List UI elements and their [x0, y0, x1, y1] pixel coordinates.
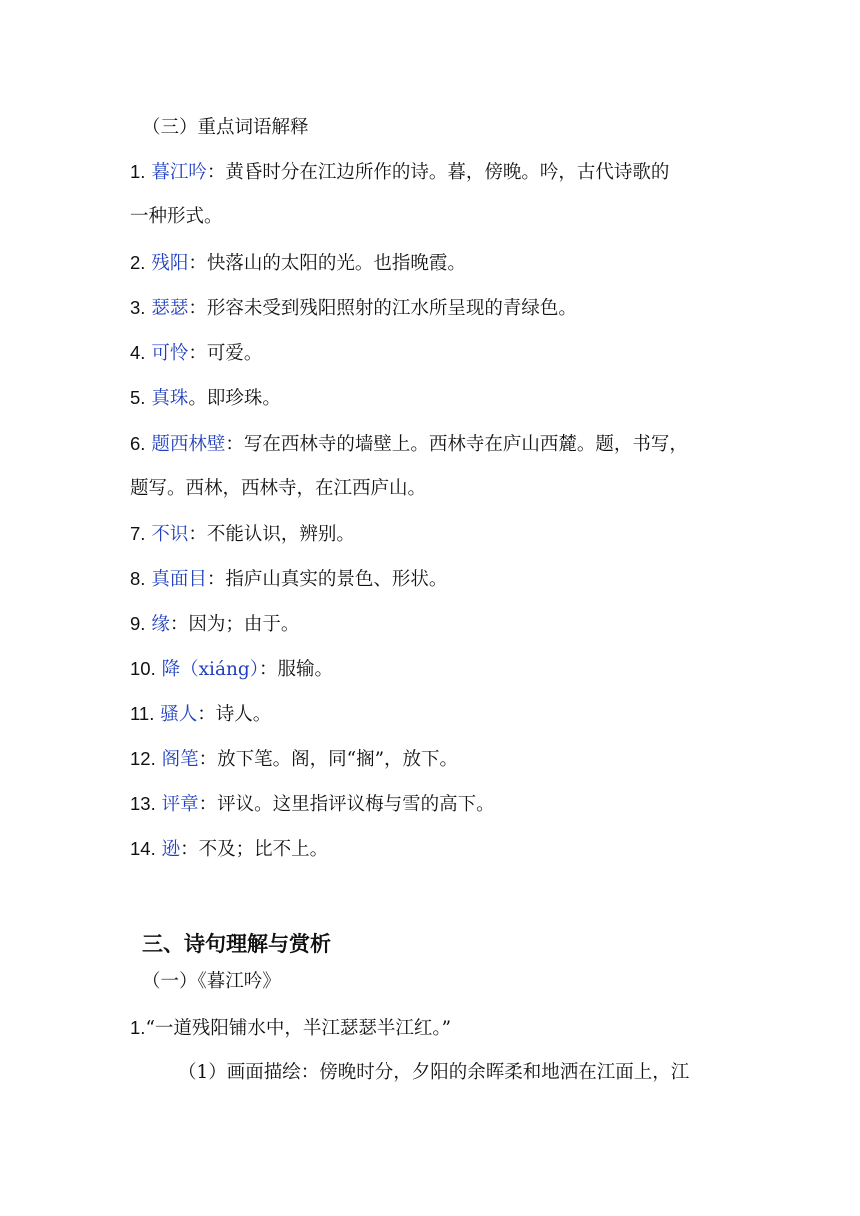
term-separator: ：	[197, 704, 216, 725]
term-separator: ：	[180, 839, 199, 860]
term-word: 瑟瑟	[151, 298, 189, 319]
term-definition: 写在西林寺的墙壁上。西林寺在庐山西麓。题，书写，	[243, 434, 688, 455]
term-separator: ：	[188, 298, 207, 319]
term-word: 真珠	[151, 388, 189, 409]
term-word: 逊	[161, 839, 181, 860]
term-word: 阁笔	[161, 749, 199, 770]
term-separator: ：	[225, 434, 244, 455]
term-definition: 诗人。	[215, 704, 272, 725]
term-definition: 黄昏时分在江边所作的诗。暮，傍晚。吟，古代诗歌的	[225, 162, 670, 183]
term-number: 11.	[130, 703, 155, 724]
term-item-3	[130, 299, 740, 319]
term-item-4	[130, 344, 740, 364]
analysis-text: （1）画面描绘：傍晚时分，夕阳的余晖柔和地洒在江面上，江	[178, 1062, 690, 1083]
term-number: 10.	[130, 658, 156, 679]
term-item-6	[130, 435, 740, 455]
term-number: 6.	[130, 433, 146, 454]
term-word: 评章	[161, 794, 199, 815]
term-number: 12.	[130, 748, 156, 769]
quote-line	[130, 1019, 740, 1039]
term-definition: 服输。	[277, 659, 334, 680]
term-word: 不识	[151, 524, 189, 545]
term-number: 9.	[130, 613, 146, 634]
term-word: 可怜	[151, 343, 189, 364]
term-definition: 因为；由于。	[188, 614, 300, 635]
term-number: 1.	[130, 161, 146, 182]
term-separator: ：	[188, 524, 207, 545]
subsection-title: （三）重点词语解释	[142, 117, 309, 138]
term-word: 暮江吟	[151, 162, 207, 183]
term-number: 14.	[130, 838, 156, 859]
term-word: 缘	[151, 614, 170, 635]
term-item-8	[130, 570, 740, 590]
term-word: 降（xiáng）	[161, 659, 259, 680]
quote-number: 1.	[130, 1017, 146, 1038]
term-definition: 放下笔。阁，同“搁”，放下。	[217, 749, 459, 770]
term-separator: ：	[188, 343, 207, 364]
term-item-7	[130, 525, 740, 545]
term-separator: ：	[198, 794, 218, 815]
term-number: 7.	[130, 523, 146, 544]
term-word: 题西林壁	[151, 434, 226, 455]
term-item-14	[130, 840, 740, 860]
term-number: 4.	[130, 342, 146, 363]
term-item-2	[130, 254, 740, 274]
poem-title: （一）《暮江吟》	[142, 971, 281, 992]
term-definition: 可爱。	[206, 343, 263, 364]
term-item-12	[130, 750, 740, 770]
term-definition: 评议。这里指评议梅与雪的高下。	[217, 794, 495, 815]
term-definition: 形容未受到残阳照射的江水所呈现的青绿色。	[206, 298, 577, 319]
term-number: 2.	[130, 252, 146, 273]
term-separator: ：	[206, 569, 226, 590]
term-number: 5.	[130, 387, 146, 408]
term-item-13	[130, 795, 740, 815]
term-separator: 。	[188, 388, 207, 409]
term-item-1	[130, 163, 740, 183]
term-definition-continued: 题写。西林，西林寺，在江西庐山。	[130, 478, 427, 499]
term-separator: ：	[206, 162, 226, 183]
term-item-5	[130, 389, 740, 409]
term-number: 13.	[130, 793, 156, 814]
section-heading: 三、诗句理解与赏析	[142, 932, 331, 956]
term-item-11	[130, 705, 740, 725]
term-definition-continued: 一种形式。	[130, 206, 223, 227]
term-item-10	[130, 660, 740, 680]
term-separator: ：	[169, 614, 189, 635]
quote-text: “一道残阳铺水中，半江瑟瑟半江红。”	[145, 1018, 452, 1039]
term-number: 8.	[130, 568, 146, 589]
term-word: 真面目	[151, 569, 207, 590]
term-definition: 不及；比不上。	[198, 839, 329, 860]
term-item-9	[130, 615, 740, 635]
term-definition: 即珍珠。	[206, 388, 281, 409]
term-definition: 不能认识，辨别。	[206, 524, 355, 545]
term-word: 骚人	[160, 704, 198, 725]
term-separator: ：	[188, 253, 207, 274]
term-word: 残阳	[151, 253, 189, 274]
term-separator: ：	[198, 749, 218, 770]
term-definition: 指庐山真实的景色、形状。	[225, 569, 448, 590]
term-number: 3.	[130, 297, 146, 318]
term-separator: ：	[259, 659, 278, 680]
term-definition: 快落山的太阳的光。也指晚霞。	[206, 253, 466, 274]
